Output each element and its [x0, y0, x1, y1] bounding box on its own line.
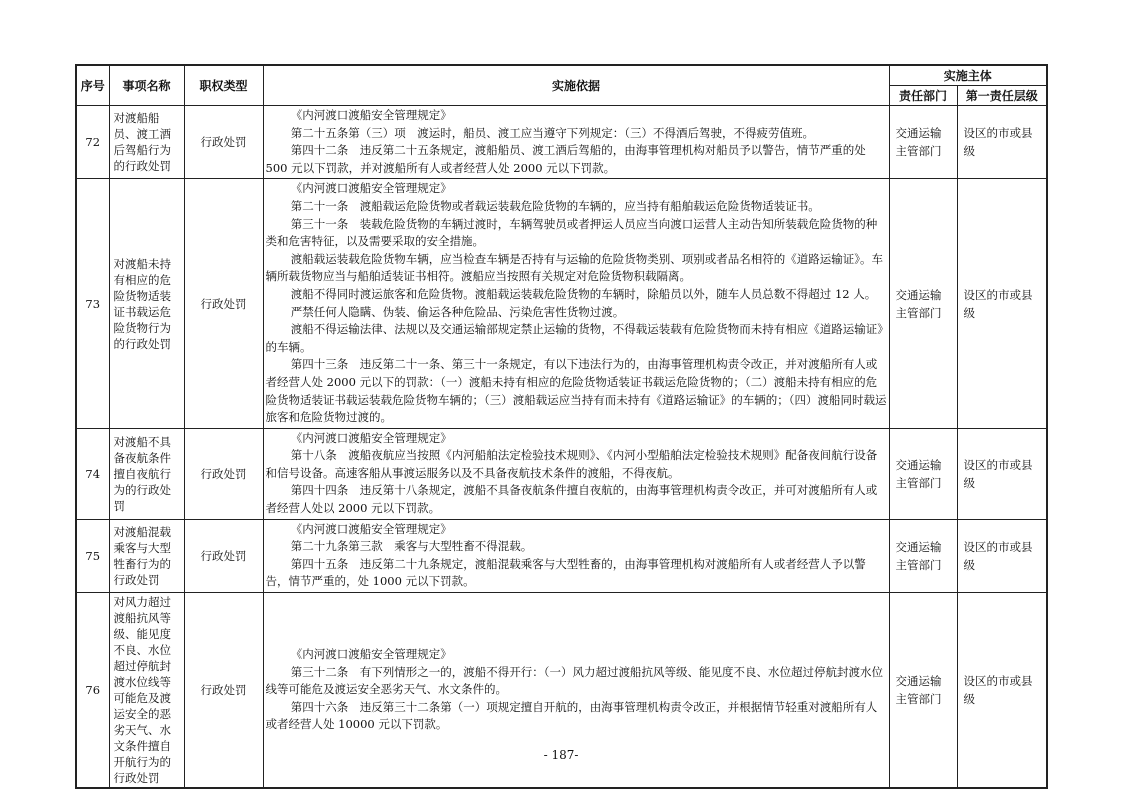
header-seq: 序号: [76, 65, 109, 106]
row-basis: [263, 428, 889, 519]
basis-paragraph: 《内河渡口渡船安全管理规定》: [290, 108, 452, 122]
row-type: 行政处罚: [184, 519, 263, 592]
row-basis: [263, 106, 889, 179]
table-row: [76, 179, 1047, 428]
row-dept: 交通运输主管部门: [889, 593, 957, 789]
row-level: 设区的市或县级: [957, 593, 1047, 789]
header-level: 第一责任层级: [957, 86, 1047, 106]
row-basis: [263, 179, 889, 428]
header-name: 事项名称: [109, 65, 184, 106]
row-name: 对渡船混载乘客与大型牲畜行为的行政处罚: [109, 519, 184, 592]
basis-paragraph: 第十八条 渡船夜航应当按照《内河船舶法定检验技术规则》、《内河小型船舶法定检验技术规则》配备夜间航行设备和信号设备。高速客船从事渡运服务以及不具备夜航技术条件的渡船，不得夜航。: [265, 448, 878, 480]
basis-paragraph: 《内河渡口渡船安全管理规定》: [290, 647, 452, 662]
row-dept: 交通运输主管部门: [889, 179, 957, 428]
basis-paragraph: 渡船不得运输法律、法规以及交通运输部规定禁止运输的货物，不得载运装载有危险货物而未持有相应《道路运输证》的车辆。: [265, 322, 884, 354]
row-level: 设区的市或县级: [957, 179, 1047, 428]
basis-paragraph: 严禁任何人隐瞒、伪装、偷运各种危险品、污染危害性货物过渡。: [290, 304, 625, 319]
enforcement-table: [75, 64, 1048, 789]
table-row: [76, 519, 1047, 592]
row-name: 对渡船不具备夜航条件擅自夜航行为的行政处罚: [109, 428, 184, 519]
basis-paragraph: 第四十三条 违反第二十一条、第三十一条规定，有以下违法行为的，由海事管理机构责令改正，并对渡船所有人或者经营人处 2000 元以下的罚款：（一）渡船未持有相应的危险货物适装证书载运危险货物的；（二）渡船未持有相应的危险货物适装证书载运装载危险货物车辆的；（三）渡船载运应当持有而未持有《道路运输证》的车辆的；（四）渡船同时载运旅客和危险货物过渡的。: [265, 357, 887, 425]
basis-paragraph: 第二十五条第（三）项 渡运时，船员、渡工应当遵守下列规定：（三）不得酒后驾驶，不得疲劳值班。: [290, 125, 815, 140]
row-seq: 76: [76, 593, 109, 789]
basis-paragraph: 第四十六条 违反第三十二条第（一）项规定擅自开航的，由海事管理机构责令改正，并根据情节轻重对渡船所有人或者经营人处 10000 元以下罚款。: [265, 699, 878, 732]
basis-paragraph: 《内河渡口渡船安全管理规定》: [290, 521, 452, 536]
row-name: 对风力超过渡船抗风等级、能见度不良、水位超过停航封渡水位线等可能危及渡运安全的恶劣天气、水文条件擅自开航行为的行政处罚: [109, 593, 184, 789]
header-basis: 实施依据: [263, 65, 889, 106]
header-type: 职权类型: [184, 65, 263, 106]
row-name: 对渡船未持有相应的危险货物适装证书载运危险货物行为的行政处罚: [109, 179, 184, 428]
row-seq: 73: [76, 179, 109, 428]
basis-paragraph: 《内河渡口渡船安全管理规定》: [290, 181, 452, 196]
row-seq: 75: [76, 519, 109, 592]
row-dept: 交通运输主管部门: [889, 519, 957, 592]
row-name: 对渡船船员、渡工酒后驾船行为的行政处罚: [109, 106, 184, 179]
page-number: - 187-: [543, 748, 579, 762]
table-row: [76, 106, 1047, 179]
basis-paragraph: 第四十五条 违反第二十九条规定，渡船混载乘客与大型牲畜的，由海事管理机构对渡船所有人或者经营人予以警告，情节严重的，处 1000 元以下罚款。: [265, 556, 866, 589]
basis-paragraph: 渡船载运装载危险货物车辆，应当检查车辆是否持有与运输的危险货物类别、项别或者品名相符的《道路运输证》。车辆所载货物应当与船舶适装证书相符。渡船应当按照有关规定对危险货物积载隔离。: [265, 251, 884, 284]
row-level: 设区的市或县级: [957, 428, 1047, 519]
row-type: 行政处罚: [184, 179, 263, 428]
row-dept: 交通运输主管部门: [889, 106, 957, 179]
row-dept: 交通运输主管部门: [889, 428, 957, 519]
row-level: 设区的市或县级: [957, 106, 1047, 179]
row-basis: [263, 519, 889, 592]
row-seq: 72: [76, 106, 109, 179]
header-subject: 实施主体: [889, 65, 1047, 86]
basis-paragraph: 第二十九条第三款 乘客与大型牲畜不得混载。: [290, 539, 533, 554]
row-type: 行政处罚: [184, 428, 263, 519]
header-dept: 责任部门: [889, 86, 957, 106]
basis-paragraph: 第二十一条 渡船载运危险货物或者载运装载危险货物的车辆的，应当持有船舶载运危险货物适装证书。: [290, 198, 820, 213]
basis-paragraph: 《内河渡口渡船安全管理规定》: [290, 430, 452, 445]
basis-paragraph: 第三十二条 有下列情形之一的，渡船不得开行：（一）风力超过渡船抗风等级、能见度不良、水位超过停航封渡水位线等可能危及渡运安全恶劣天气、水文条件的。: [265, 664, 884, 697]
row-level: 设区的市或县级: [957, 519, 1047, 592]
basis-paragraph: 第四十二条 违反第二十五条规定，渡船船员、渡工酒后驾船的，由海事管理机构对船员予以警告，情节严重的处 500 元以下罚款，并对渡船所有人或者经营人处 2000 元以下罚款。: [265, 143, 866, 175]
row-type: 行政处罚: [184, 106, 263, 179]
row-type: 行政处罚: [184, 593, 263, 789]
basis-paragraph: 渡船不得同时渡运旅客和危险货物。渡船载运装载危险货物的车辆时，除船员以外，随车人员总数不得超过 12 人。: [290, 286, 877, 301]
table-row: [76, 428, 1047, 519]
row-seq: 74: [76, 428, 109, 519]
basis-paragraph: 第四十四条 违反第十八条规定，渡船不具备夜航条件擅自夜航的，由海事管理机构责令改正，并可对渡船所有人或者经营人处以 2000 元以下罚款。: [265, 483, 878, 516]
basis-paragraph: 第三十一条 装载危险货物的车辆过渡时，车辆驾驶员或者押运人员应当向渡口运营人主动告知所装载危险货物的种类和危害特征，以及需要采取的安全措施。: [265, 216, 878, 249]
